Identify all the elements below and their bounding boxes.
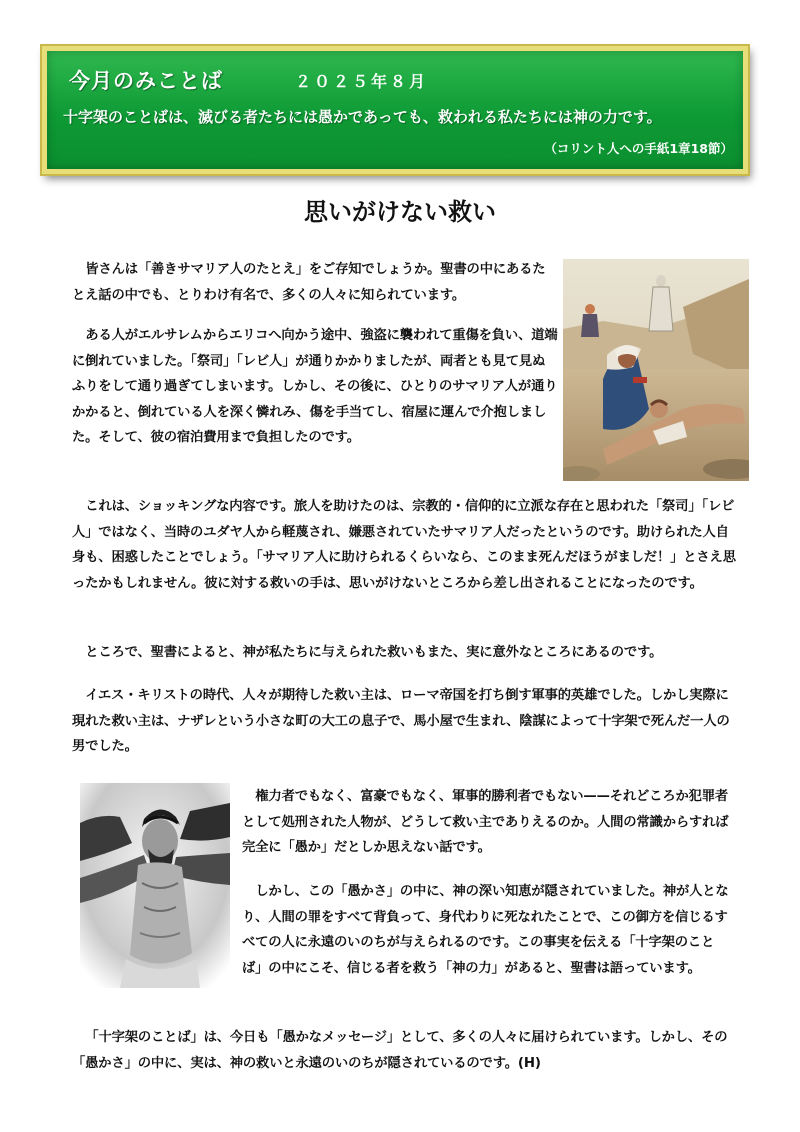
paragraph-7: しかし、この「愚かさ」の中に、神の深い知恵が隠されていました。神が人となり、人間の罪をすべて背負って、身代わりに死なれたことで、この御方を信じるすべての人に永遠のいのちが与えられるのです。この事実を伝える「十字架のことば」の中にこそ、信じる者を救う「神の力」があると、聖書は語っています。 — [242, 884, 729, 976]
verse-banner — [42, 46, 748, 174]
paragraph-3: これは、ショッキングな内容です。旅人を助けたのは、宗教的・信仰的に立派な存在と思われた「祭司」「レビ人」ではなく、当時のユダヤ人から軽蔑され、嫌悪されていたサマリア人だったというのです。助けられた人自身も、困惑したことでしょう。「サマリア人に助けられるくらいなら、このまま死んだほうがましだ！」とさえ思ったかもしれません。彼に対する救いの手は、思いがけないところから差し出されることになったのです。 — [72, 499, 736, 591]
paragraph-2: ある人がエルサレムからエリコへ向かう途中、強盗に襲われて重傷を負い、道端に倒れていました。「祭司」「レビ人」が通りかかりましたが、両者とも見て見ぬふりをして通り過ぎてしまいます。しかし、その後に、ひとりのサマリア人が通りかかると、倒れている人を深く憐れみ、傷を手当てし、宿屋に運んで介抱しました。そして、彼の宿泊費用まで負担したのです。 — [72, 328, 558, 445]
paragraph-8: 「十字架のことば」は、今日も「愚かなメッセージ」として、多くの人々に届けられています。しかし、その「愚かさ」の中に、実は、神の救いと永遠のいのちが隠されているのです。(H) — [72, 1030, 728, 1071]
paragraph-4: ところで、聖書によると、神が私たちに与えられた救いもまた、実に意外なところにあるのです。 — [85, 645, 663, 660]
banner-reference: （コリント人への手紙1章18節） — [544, 141, 733, 156]
crucifix-image — [80, 783, 230, 988]
banner-date: ２０２５年８月 — [295, 72, 429, 91]
page-title: 思いがけない救い — [304, 197, 496, 226]
paragraph-6: 権力者でもなく、富豪でもなく、軍事的勝利者でもない——それどころか犯罪者として処刑された人物が、どうして救い主でありえるのか。人間の常識からすれば完全に「愚か」だとしか思えない話です。 — [242, 789, 729, 855]
banner-title: 今月のみことば — [69, 69, 223, 93]
paragraph-5: イエス・キリストの時代、人々が期待した救い主は、ローマ帝国を打ち倒す軍事的英雄でした。しかし実際に現れた救い主は、ナザレという小さな町の大工の息子で、馬小屋で生まれ、陰謀によって十字架で死んだ一人の男でした。 — [72, 688, 730, 754]
banner-verse: 十字架のことばは、滅びる者たちには愚かであっても、救われる私たちには神の力です。 — [63, 108, 662, 126]
paragraph-1: 皆さんは「善きサマリア人のたとえ」をご存知でしょうか。聖書の中にあるたとえ話の中でも、とりわけ有名で、多くの人々に知られています。 — [72, 262, 546, 303]
good-samaritan-image — [563, 259, 749, 481]
